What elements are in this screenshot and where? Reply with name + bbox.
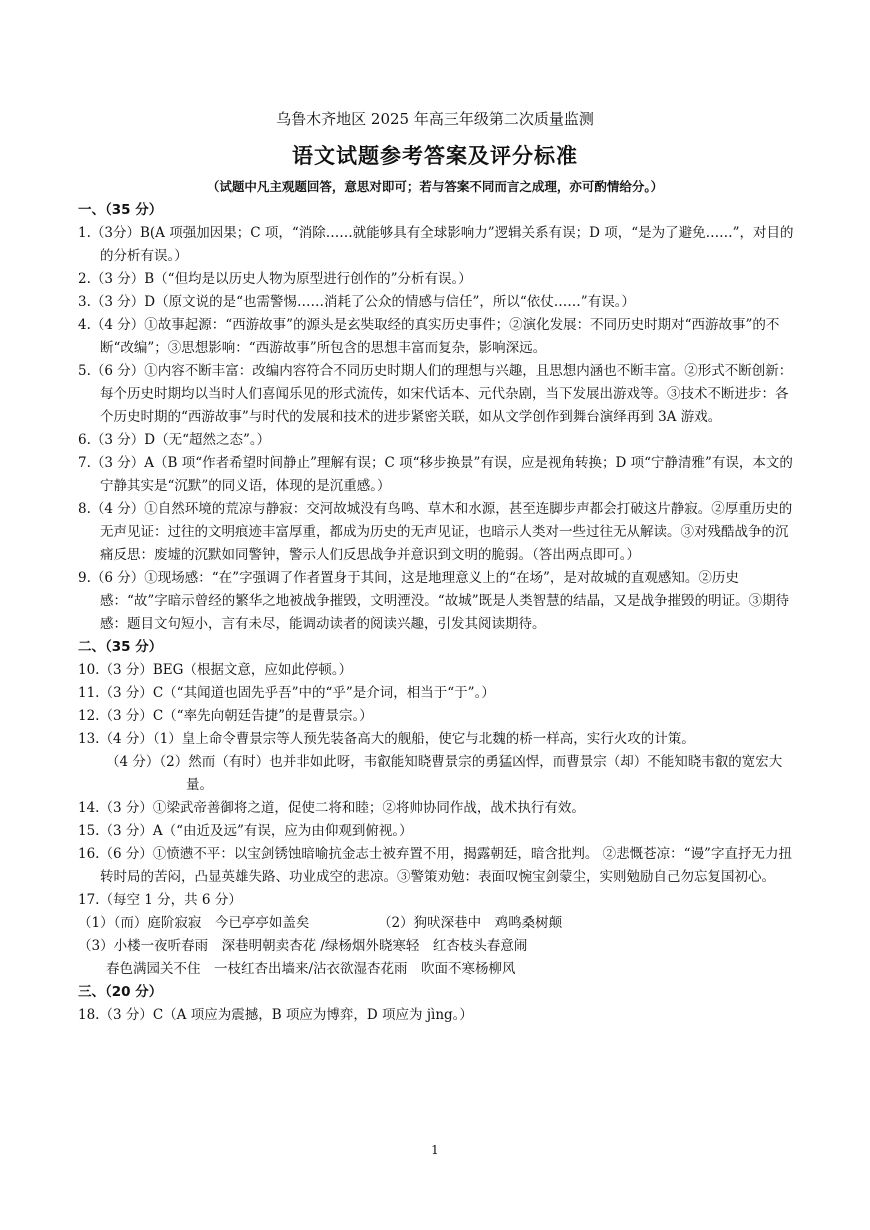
answer-item-13-1: 13.（4 分）（1）皇上命令曹景宗等人预先装备高大的舰船，使它与北魏的桥一样高，实行火攻的计策。 [78, 731, 695, 747]
answer-item-17-line-1 [78, 912, 796, 935]
answer-item-9: 9.（6 分）①现场感：“在”字强调了作者置身于其间，这是地理意义上的“在场”，是对故城的直观感知。②历史感：“故”字暗示曾经的繁华之地被战争摧毁，文明湮没。“故城”既是人类智慧的结晶，又是战争摧毁的明证。③期待感：题目文句短小，言有未尽，能调动读者的阅读兴趣，引发其阅读期待。 [78, 570, 790, 632]
answer-item-12: 12.（3 分）C（“率先向朝廷告捷”的是曹景宗。） [78, 708, 373, 724]
section-heading-1: 一、（35 分） [78, 202, 163, 218]
grading-note: （试题中凡主观题回答，意思对即可；若与答案不同而言之成理，亦可酌情给分。） [206, 179, 664, 194]
answer-item-3: 3.（3 分）D（原文说的是“也需警惕……消耗了公众的情感与信任”，所以“依仗……”有误。） [78, 294, 635, 310]
answer-item-1: 1.（3分）B(A 项强加因果；C 项，“消除……就能够具有全球影响力”逻辑关系有误；D 项，“是为了避免……”，对目的的分析有误。） [78, 225, 794, 264]
answer-item-2: 2.（3 分）B（“但均是以历史人物为原型进行创作的”分析有误。） [78, 271, 472, 287]
exam-subtitle: 乌鲁木齐地区 2025 年高三年级第二次质量监测 [276, 110, 594, 128]
answer-item-7: 7.（3 分）A（B 项“作者希望时间静止”理解有误；C 项“移步换景”有误，应是视角转换；D 项“宁静清雅”有误，本文的宁静其实是“沉默”的同义语，体现的是沉重感。） [78, 455, 793, 494]
answer-item-6: 6.（3 分）D（无“超然之态”。） [78, 432, 271, 448]
answer-item-15: 15.（3 分）A（“由近及远”有误，应为由仰观到俯视。） [78, 823, 413, 839]
answer-item-14: 14.（3 分）①梁武帝善御将之道，促使二将和睦；②将帅协同作战，战术执行有效。 [78, 800, 585, 816]
section-heading-2: 二、（35 分） [78, 639, 163, 655]
section-heading-3: 三、（20 分） [78, 984, 163, 1000]
answer-item-13-2: （4 分）（2）然而（有时）也并非如此呀，韦叡能知晓曹景宗的勇猛凶悍，而曹景宗（却）不能知晓韦叡的宽宏大量。 [106, 754, 783, 793]
page-number: 1 [431, 1143, 439, 1157]
answer-item-17: 17.（每空 1 分，共 6 分） [78, 892, 242, 908]
answer-item-5: 5.（6 分）①内容不断丰富：改编内容符合不同历史时期人们的理想与兴趣，且思想内涵也不断丰富。②形式不断创新：每个历史时期均以当时人们喜闻乐见的形式流传，如宋代话本、元代杂剧，当下发展出游戏等。③技术不断进步：各个历史时期的“西游故事”与时代的发展和技术的进步紧密关联，如从文学创作到舞台演绎再到 3A 游戏。 [78, 363, 793, 425]
answer-item-17-line-3: 春色满园关不住 一枝红杏出墙来/沾衣欲湿杏花雨 吹面不寒杨柳风 [106, 961, 516, 977]
answer-item-8: 8.（4 分）①自然环境的荒凉与静寂：交河故城没有鸟鸣、草木和水源，甚至连脚步声都会打破这片静寂。②厚重历史的无声见证：过往的文明痕迹丰富厚重，都成为历史的无声见证，也暗示人类对一些过往无从解读。③对残酷战争的沉痛反思：废墟的沉默如同警钟，警示人们反思战争并意识到文明的脆弱。（答出两点即可。） [78, 501, 793, 563]
answer-item-4: 4.（4 分）①故事起源：“西游故事”的源头是玄奘取经的真实历史事件；②演化发展：不同历史时期对“西游故事”的不断“改编”；③思想影响：“西游故事”所包含的思想丰富而复杂，影响深远。 [78, 317, 780, 356]
page-title: 语文试题参考答案及评分标准 [292, 143, 578, 168]
answer-item-10: 10.（3 分）BEG（根据文意，应如此停顿。） [78, 662, 353, 678]
answer-body [78, 199, 796, 1027]
poem-answer-1: （1）（而）庭阶寂寂 今已亭亭如盖矣 [78, 915, 310, 931]
answer-item-18: 18.（3 分）C（A 项应为震撼，B 项应为博弈，D 项应为 jìng。） [78, 1007, 473, 1023]
answer-item-17-line-2: （3）小楼一夜听春雨 深巷明朝卖杏花 /绿杨烟外晓寒轻 红杏枝头春意闹 [78, 938, 528, 954]
poem-answer-2: （2）狗吠深巷中 鸡鸣桑树颠 [378, 915, 563, 931]
answer-item-11: 11.（3 分）C（“其闻道也固先乎吾”中的“乎”是介词，相当于“于”。） [78, 685, 495, 701]
answer-item-16: 16.（6 分）①愤懑不平：以宝剑锈蚀暗喻抗金志士被弃置不用，揭露朝廷，暗含批判。 ②悲慨苍凉：“谩”字直抒无力扭转时局的苦闷，凸显英雄失路、功业成空的悲凉。③警策劝勉：表面叹惋宝剑蒙尘，实则勉励自己勿忘复国初心。 [78, 846, 792, 885]
